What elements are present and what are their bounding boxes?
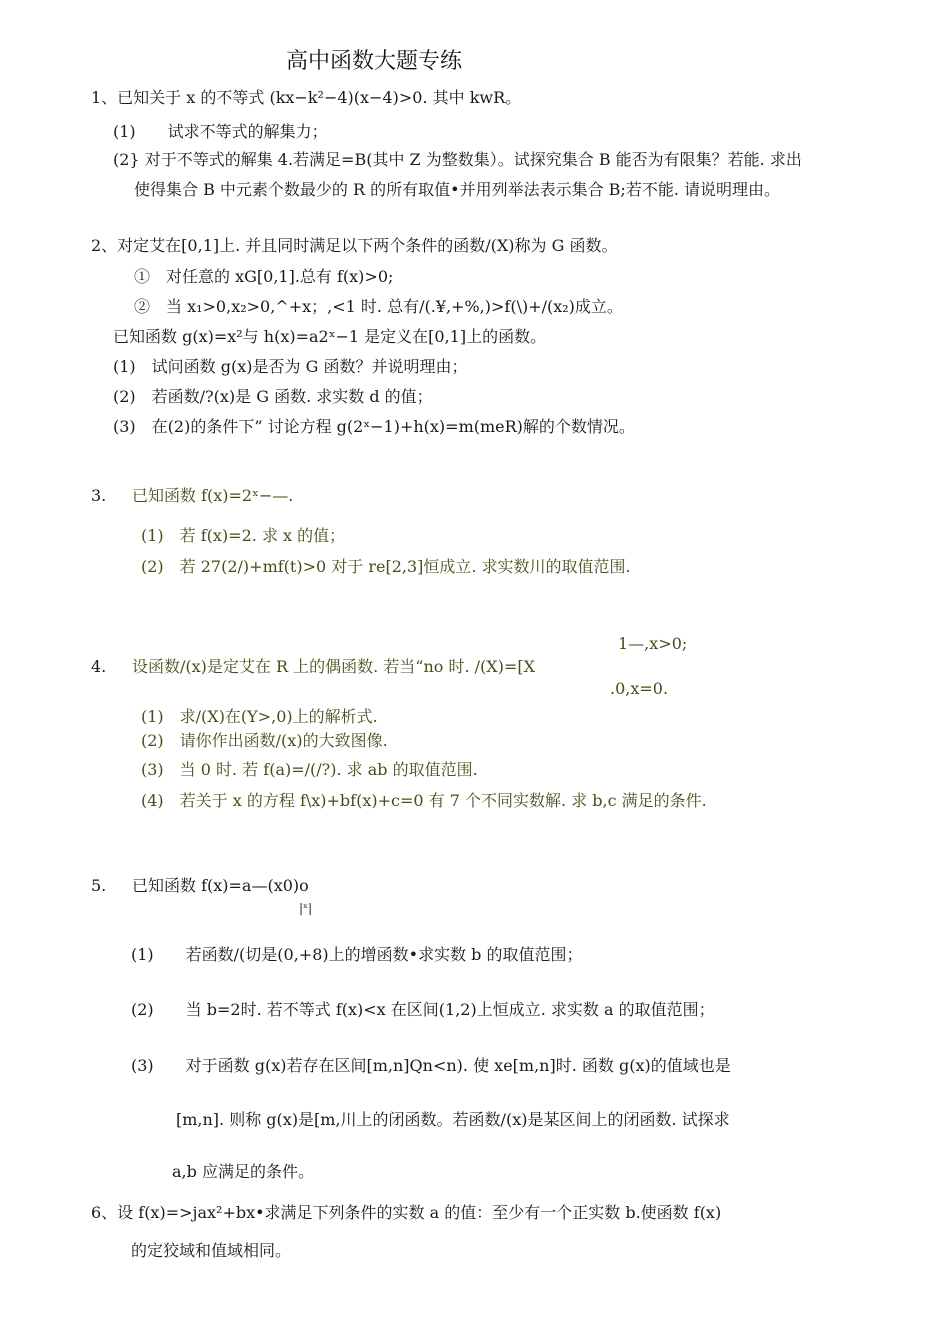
problem-1-question-1: (1) 试求不等式的解集力； [113, 122, 328, 141]
problem-4-question-4: (4) 若关于 x 的方程 f\x)+bf(x)+c=0 有 7 个不同实数解. 求 b,c 满足的条件. [141, 791, 707, 810]
problem-4-number: 4. [91, 657, 107, 676]
problem-5-number: 5. [91, 876, 107, 895]
problem-2-question-2: (2) 若函数/?(x)是 G 函数. 求实数 d 的值； [113, 387, 433, 406]
problem-4-question-2: (2) 请你作出函数/(x)的大致图像. [141, 731, 388, 750]
problem-2-given: 已知函数 g(x)=x²与 h(x)=a2ˣ−1 是定义在[0,1]上的函数。 [113, 327, 547, 346]
problem-6-stem: 6、设 f(x)=>jax²+bx•求满足下列条件的实数 a 的值：至少有一个正实数 b.使函数 f(x) [91, 1203, 722, 1222]
problem-4-stem: 设函数/(x)是定艾在 R 上的偶函数. 若当“no 时. /(X)=[X [132, 657, 535, 676]
problem-3-number: 3. [91, 486, 107, 505]
problem-2-question-1: (1) 试问函数 g(x)是否为 G 函数？并说明理由； [113, 357, 468, 376]
problem-4-piecewise-bottom: .0,x=0. [610, 679, 669, 698]
problem-2-stem: 2、对定艾在[0,1]上. 并且同时满足以下两个条件的函数/(X)称为 G 函数。 [91, 236, 618, 255]
problem-6-stem-cont: 的定狡域和值域相同。 [131, 1241, 292, 1260]
problem-5-question-3: (3) 对于函数 g(x)若存在区间[m,n]Qn<n). 使 xe[m,n]时. 函数 g(x)的值域也是 [131, 1056, 731, 1075]
problem-1-question-2: (2} 对于不等式的解集 4.若满足=B(其中 Z 为整数集）。试探究集合 B 能否为有限集？若能. 求出 [113, 150, 802, 169]
problem-5-question-3-end: a,b 应满足的条件。 [172, 1162, 314, 1181]
problem-5-stem: 已知函数 f(x)=a—(x0)o [132, 876, 309, 895]
problem-5-question-3-cont: [m,n]. 则称 g(x)是[m,川上的闭函数。若函数/(x)是某区间上的闭函数. 试探求 [176, 1110, 730, 1129]
problem-4-question-1: (1) 求/(X)在(Y>,0)上的解析式. [141, 707, 378, 726]
problem-2-question-3: (3) 在(2)的条件下” 讨论方程 g(2ˣ−1)+h(x)=m(meR)解的个数情况。 [113, 417, 635, 436]
problem-3-stem: 已知函数 f(x)=2ˣ−—. [132, 486, 294, 505]
problem-4-question-3: (3) 当 0 时. 若 f(a)=/(/?). 求 ab 的取值范围. [141, 760, 478, 779]
problem-5-question-1: (1) 若函数/(切是(0,+8)上的增函数•求实数 b 的取值范围； [131, 945, 583, 964]
problem-2-condition-1: ① 对任意的 xG[0,1].总有 f(x)>0; [134, 267, 394, 286]
problem-5-question-2: (2) 当 b=2时. 若不等式 f(x)<x 在区间(1,2)上恒成立. 求实数 a 的取值范围； [131, 1000, 715, 1019]
problem-2-condition-2: ② 当 x₁>0,x₂>0,^+x；,<1 时. 总有/(.¥,+%,)>f(\)+/(x₂)成立。 [134, 297, 623, 316]
problem-1-question-2-cont: 使得集合 B 中元素个数最少的 R 的所有取值•并用列举法表示集合 B;若不能. 请说明理由。 [134, 180, 780, 199]
problem-4-piecewise-top: 1—,x>0; [618, 634, 688, 653]
page-title: 高中函数大题专练 [286, 49, 463, 74]
problem-1-stem: 1、已知关于 x 的不等式 (kx−k²−4)(x−4)>0. 其中 kwR。 [91, 88, 522, 107]
problem-3-question-2: (2) 若 27(2/)+mf(t)>0 对于 re[2,3]恒成立. 求实数川的取值范围. [141, 557, 631, 576]
problem-3-question-1: (1) 若 f(x)=2. 求 x 的值； [141, 526, 346, 545]
problem-5-denominator: |ˣ| [299, 901, 313, 915]
